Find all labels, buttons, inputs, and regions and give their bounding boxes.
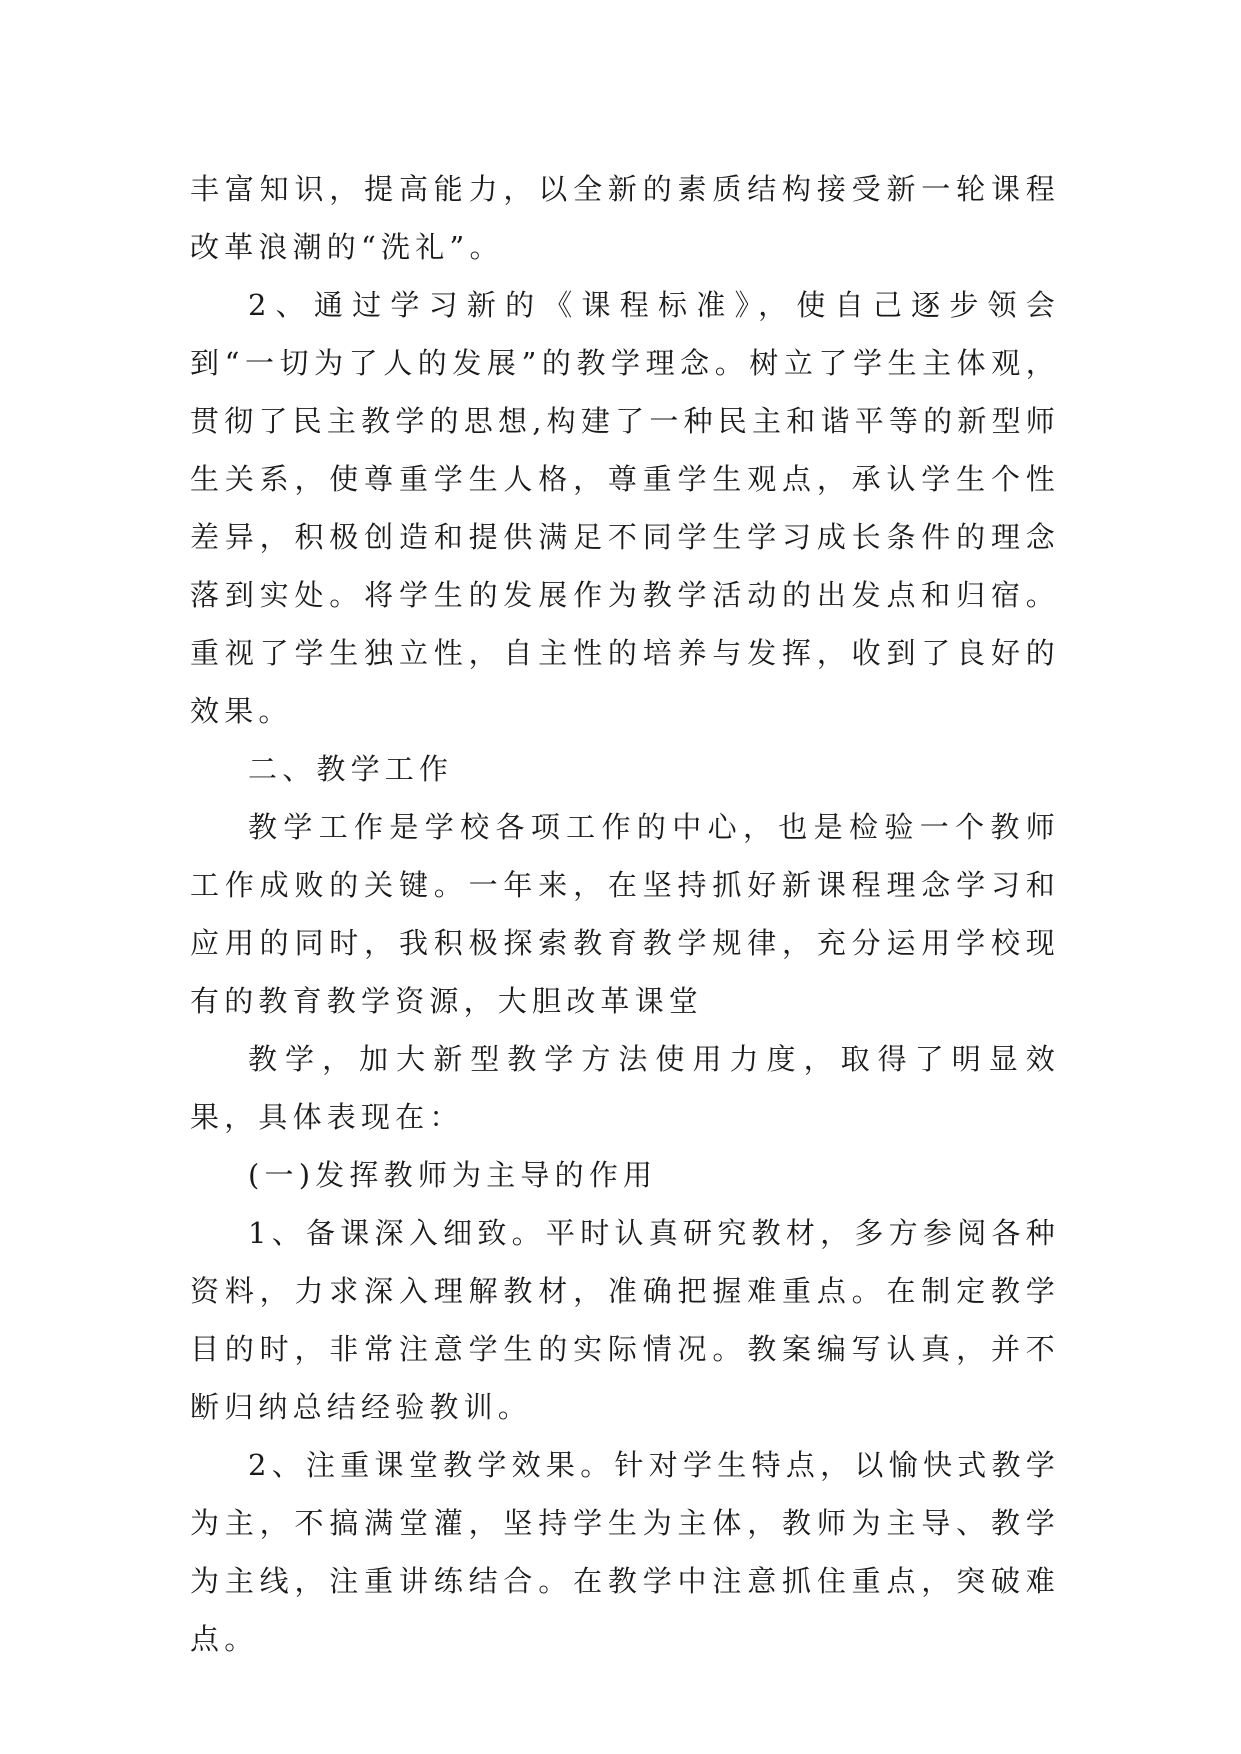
section-heading-teaching-work: 二、教学工作 bbox=[248, 752, 454, 786]
paragraph-continuation: 丰富知识，提高能力，以全新的素质结构接受新一轮课程改革浪潮的“洗礼”。 bbox=[190, 172, 1060, 264]
subheading-teacher-role: (一)发挥教师为主导的作用 bbox=[248, 1158, 658, 1192]
paragraph-teaching-results: 教学，加大新型教学方法使用力度，取得了明显效果，具体表现在： bbox=[190, 1042, 1060, 1134]
document-body bbox=[190, 160, 1060, 1668]
paragraph-teaching-work: 教学工作是学校各项工作的中心，也是检验一个教师工作成败的关键。一年来，在坚持抓好新课程理念学习和应用的同时，我积极探索教育教学规律，充分运用学校现有的教育教学资源，大胆改革课堂 bbox=[190, 810, 1060, 1018]
paragraph-lesson-preparation: 1、备课深入细致。平时认真研究教材，多方参阅各种资料，力求深入理解教材，准确把握难重点。在制定教学目的时，非常注意学生的实际情况。教案编写认真，并不断归纳总结经验教训。 bbox=[190, 1216, 1060, 1424]
paragraph-curriculum-standard: 2、通过学习新的《课程标准》，使自己逐步领会到“一切为了人的发展”的教学理念。树立了学生主体观，贯彻了民主教学的思想,构建了一种民主和谐平等的新型师生关系，使尊重学生人格，尊重学生观点，承认学生个性差异，积极创造和提供满足不同学生学习成长条件的理念落到实处。将学生的发展作为教学活动的出发点和归宿。重视了学生独立性，自主性的培养与发挥，收到了良好的效果。 bbox=[190, 288, 1060, 728]
paragraph-classroom-effect: 2、注重课堂教学效果。针对学生特点，以愉快式教学为主，不搞满堂灌，坚持学生为主体，教师为主导、教学为主线，注重讲练结合。在教学中注意抓住重点，突破难点。 bbox=[190, 1448, 1060, 1656]
